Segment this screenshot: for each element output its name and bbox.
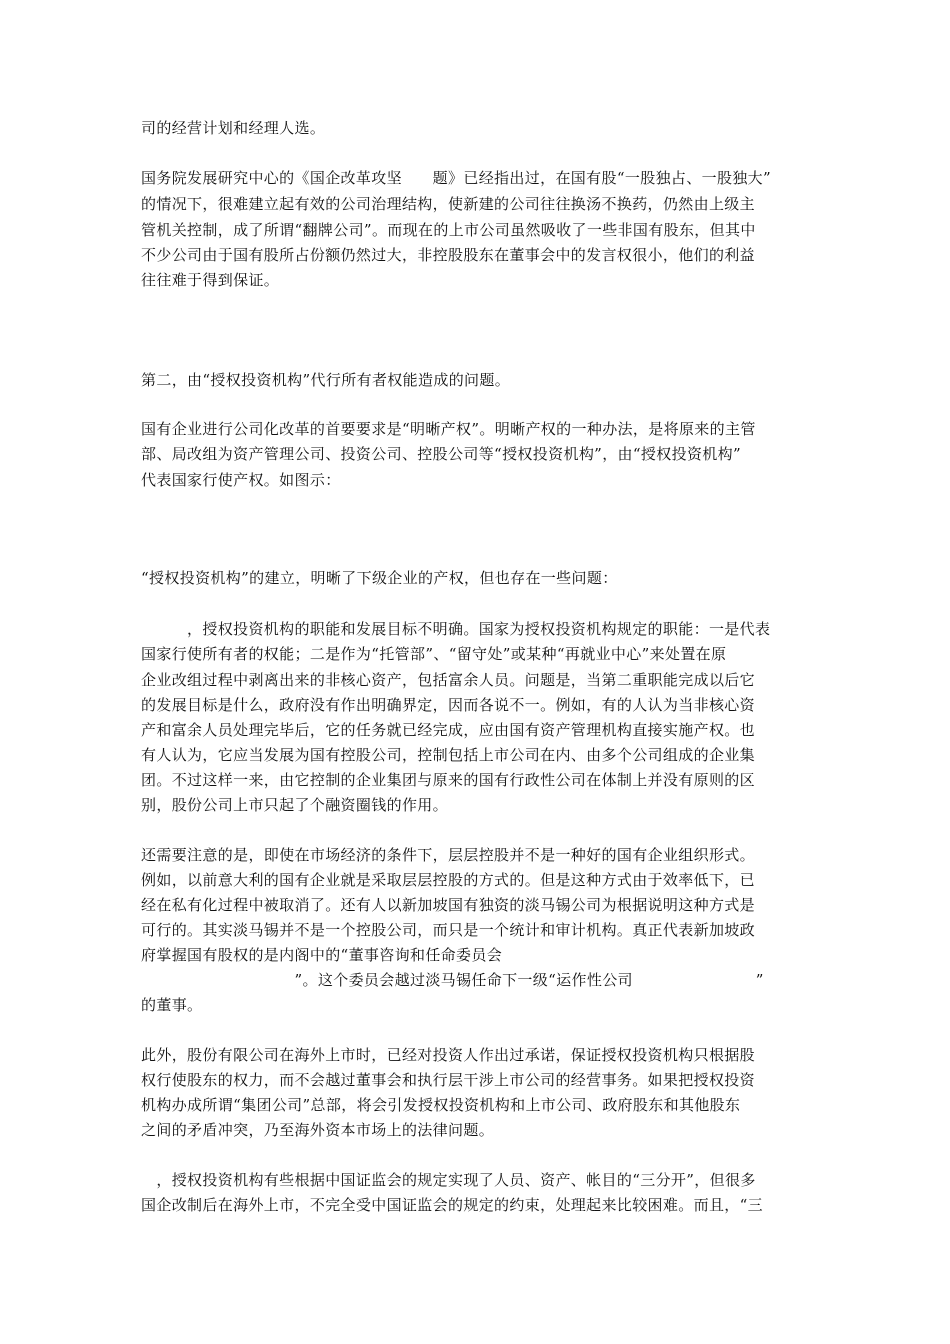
text-line: 此外，股份有限公司在海外上市时，已经对投资人作出过承诺，保证授权投资机构只根据股: [141, 1046, 756, 1064]
text-line: 的情况下，很难建立起有效的公司治理结构，使新建的公司往往换汤不换药，仍然由上级主: [141, 195, 756, 213]
text-line: 例如，以前意大利的国有企业就是采取层层控股的方式的。但是这种方式由于效率低下，已: [141, 871, 756, 889]
text-line: 的董事。: [141, 996, 203, 1014]
text-line: 国家行使所有者的权能；二是作为“托管部”、“留守处”或某种“再就业中心”来处置在原: [141, 645, 727, 663]
section-heading: 第二，由“授权投资机构”代行所有者权能造成的问题。: [141, 371, 511, 389]
text-line: ，授权投资机构的职能和发展目标不明确。国家为授权投资机构规定的职能：一是代表: [141, 620, 771, 638]
text-line: 别，股份公司上市只起了个融资圈钱的作用。: [141, 796, 449, 814]
text-line: 权行使股东的权力，而不会越过董事会和执行层干涉上市公司的经营事务。如果把授权投资: [141, 1071, 756, 1089]
text-line: 还需要注意的是，即使在市场经济的条件下，层层控股并不是一种好的国有企业组织形式。: [141, 846, 756, 864]
text-line: 产和富余人员处理完毕后，它的任务就已经完成，应由国有资产管理机构直接实施产权。也: [141, 721, 756, 739]
text-line: 有人认为，它应当发展为国有控股公司，控制包括上市公司在内、由多个公司组成的企业集: [141, 746, 756, 764]
text-line: 经在私有化过程中被取消了。还有人以新加坡国有独资的淡马锡公司为根据说明这种方式是: [141, 896, 756, 914]
text-line: 管机关控制，成了所谓“翻牌公司”。而现在的上市公司虽然吸收了一些非国有股东，但其中: [141, 221, 756, 239]
text-line: “授权投资机构”的建立，明晰了下级企业的产权，但也存在一些问题：: [141, 569, 618, 587]
text-line: 国企改制后在海外上市，不完全受中国证监会的规定的约束，处理起来比较困难。而且，“三: [141, 1196, 764, 1214]
text-line: 的发展目标是什么，政府没有作出明确界定，因而各说不一。例如，有的人认为当非核心资: [141, 696, 756, 714]
text-line: 不少公司由于国有股所占份额仍然过大，非控股股东在董事会中的发言权很小，他们的利益: [141, 246, 756, 264]
text-line: 可行的。其实淡马锡并不是一个控股公司，而只是一个统计和审计机构。真正代表新加坡政: [141, 921, 756, 939]
text-line: ”。这个委员会越过淡马锡任命下一级“运作性公司 ”: [141, 971, 764, 989]
text-line: 往往难于得到保证。: [141, 271, 280, 289]
text-line: 司的经营计划和经理人选。: [141, 119, 326, 137]
text-line: 企业改组过程中剥离出来的非核心资产，包括富余人员。问题是，当第二重职能完成以后它: [141, 671, 756, 689]
text-line: 国务院发展研究中心的《国企改革攻坚 题》已经指出过，在国有股“一股独占、一股独大”: [141, 169, 772, 187]
text-line: 之间的矛盾冲突，乃至海外资本市场上的法律问题。: [141, 1121, 495, 1139]
text-line: 国有企业进行公司化改革的首要要求是“明晰产权”。明晰产权的一种办法，是将原来的主管: [141, 420, 756, 438]
text-line: ，授权投资机构有些根据中国证监会的规定实现了人员、资产、帐目的“三分开”，但很多: [141, 1171, 756, 1189]
text-line: 团。不过这样一来，由它控制的企业集团与原来的国有行政性公司在体制上并没有原则的区: [141, 771, 756, 789]
text-line: 机构办成所谓“集团公司”总部，将会引发授权投资机构和上市公司、政府股东和其他股东: [141, 1096, 741, 1114]
text-line: 部、局改组为资产管理公司、投资公司、控股公司等“授权投资机构”，由“授权投资机构”: [141, 445, 742, 463]
text-line: 府掌握国有股权的是内阁中的“董事咨询和任命委员会: [141, 946, 503, 964]
text-line: 代表国家行使产权。如图示：: [141, 471, 341, 489]
